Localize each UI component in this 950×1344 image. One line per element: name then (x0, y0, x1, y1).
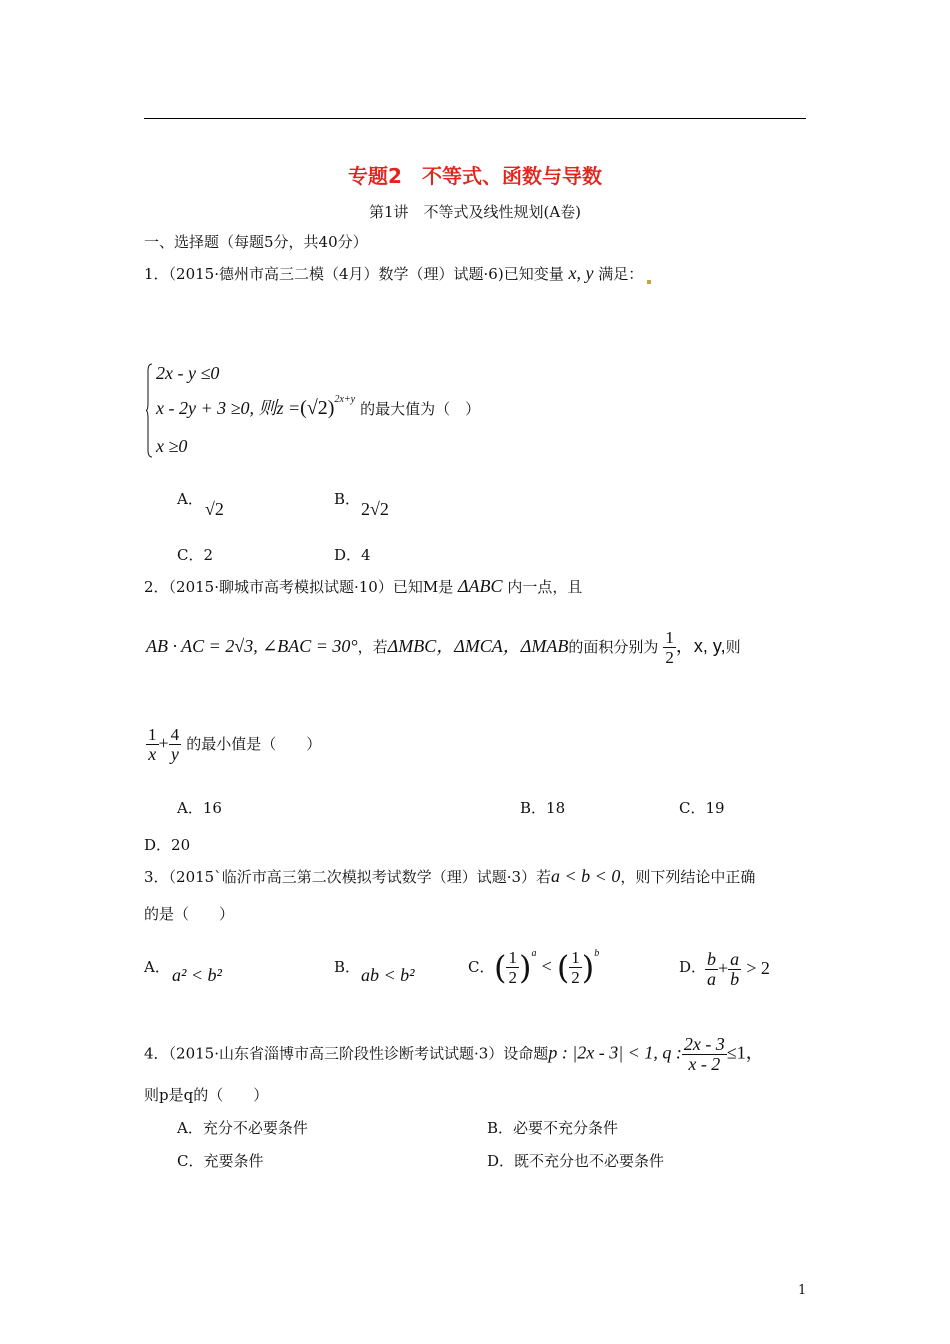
q1-option-a-value: √2 (205, 499, 224, 519)
q2-plus: + (158, 733, 169, 753)
q3-option-a-label: A． (144, 958, 170, 976)
q2-condition-line (146, 628, 741, 667)
q3-stem-end: ，则下列结论中正确 (620, 868, 756, 886)
q1-question-end: 的最大值为（ ） (360, 400, 481, 418)
page-title: 专题2 不等式、函数与导数 (348, 164, 602, 188)
section-heading: 一、选择题（每题5分，共40分） (144, 233, 368, 251)
q1-z: z = (276, 398, 301, 418)
q4-stem (144, 1035, 764, 1074)
q4-p: p : |2x - 3| < 1, q : (548, 1042, 682, 1063)
q3-option-a-value: a² < b² (172, 965, 222, 985)
q1-option-d: D．4 (334, 546, 371, 564)
q2-half-fraction (663, 628, 676, 667)
q1-sqrt2-paren: (√2) (300, 397, 335, 419)
paren-right: ) (518, 948, 532, 987)
paren-left: ( (494, 948, 507, 987)
q2-frac-2-den: y (170, 744, 179, 764)
q1-constraint-2 (156, 394, 480, 420)
q2-option-d: D．20 (144, 836, 191, 854)
q2-xy: ，x, y, (675, 636, 726, 656)
q2-areas-end: 的面积分别为 (568, 638, 659, 656)
q2-stem-text: 2．（2015·聊城市高考模拟试题·10）已知M是 (144, 578, 454, 596)
q1-stem-text: 1．（2015·德州市高三二模（4月）数学（理）试题·6)已知变量 (144, 265, 564, 283)
q1-exponent: 2x+y (334, 394, 356, 405)
q4-frac-den: x - 2 (688, 1054, 721, 1074)
q4-option-b: B．必要不充分条件 (487, 1119, 619, 1137)
q2-then: 则 (725, 638, 741, 656)
q1-stem-end: 满足： (598, 265, 644, 283)
q3-stem-line-2: 的是（ ） (144, 905, 235, 923)
q3-option-d-value: $\frac{b}{a}$ + $\frac{a}{b}$ > 2 (707, 949, 770, 989)
q3-option-c-label: C． (468, 958, 495, 976)
q2-frac-1-den: x (148, 744, 157, 764)
q2-half-den: 2 (665, 648, 674, 667)
q4-tail: ≤1， (726, 1042, 764, 1063)
q3-condition: a < b < 0 (551, 866, 621, 886)
q2-frac-2-num: 4 (170, 725, 180, 744)
page-subtitle: 第1讲 不等式及线性规划(A卷) (368, 203, 582, 221)
q2-frac-1-num: 1 (148, 725, 157, 744)
q2-expression: AB · AC = 2√3, ∠BAC = 30° (146, 636, 358, 656)
q1-constraint-2-text: x - 2y + 3 ≥0, 则 (156, 398, 277, 418)
q1-constraint-1: 2x - y ≤0 (156, 363, 220, 383)
q2-frac-2 (169, 725, 182, 764)
q3-stem-text: 3．（2015`临沂市高三第二次模拟考试数学（理）试题·3）若 (144, 868, 552, 886)
q1-option-b-label: B． (334, 490, 361, 508)
q4-option-d: D．既不充分也不必要条件 (487, 1152, 665, 1170)
q2-half-num: 1 (665, 628, 674, 647)
q3-d-tail: > 2 (746, 958, 770, 978)
paren-right-2: ) (581, 948, 595, 987)
q2-option-c: C．19 (679, 799, 725, 817)
q1-stem (144, 263, 651, 284)
q3-d-frac-1: $\frac{b}{a}$ (707, 949, 716, 989)
q4-fraction (682, 1035, 727, 1074)
q2-frac-1 (146, 725, 159, 764)
q3-option-b-label: B． (334, 958, 361, 976)
q1-option-a-label: A． (177, 490, 203, 508)
header-rule (144, 118, 806, 119)
paren-left-2: ( (556, 948, 570, 987)
page-number: 1 (798, 1283, 807, 1298)
q1-option-b-value: 2√2 (361, 499, 389, 519)
q3-c-frac-2: $\frac{1}{2}$ (571, 948, 580, 987)
q3-c-exp-b: b (594, 948, 600, 959)
q2-min-text: 的最小值是（ ） (186, 735, 322, 753)
q4-option-a: A．充分不必要条件 (177, 1119, 308, 1137)
q2-triangle: ΔABC (457, 576, 503, 596)
q4-option-c: C．充要条件 (177, 1152, 264, 1170)
q1-vars: x, y (568, 263, 594, 283)
q2-option-a: A．16 (177, 799, 222, 817)
bullet-dot (647, 280, 651, 284)
q3-option-c-value (494, 948, 599, 987)
q2-option-b: B．18 (520, 799, 566, 817)
q3-option-d-label: D． (679, 958, 707, 976)
q1-option-c: C．2 (177, 546, 214, 564)
q3-stem (144, 866, 755, 887)
q2-mid-text: ，若 (357, 638, 388, 656)
q2-stem-end: 内一点，且 (507, 578, 583, 596)
q2-areas: ΔMBC，ΔMCA，ΔMAB (387, 636, 569, 656)
q2-min-line (146, 725, 321, 764)
q3-option-b-value: ab < b² (361, 965, 415, 985)
q3-d-frac-2: $\frac{a}{b}$ (730, 949, 740, 989)
q3-c-exp-a: a (531, 948, 537, 959)
q3-c-frac-1: $\frac{1}{2}$ (508, 948, 517, 987)
less-than: < (541, 956, 552, 976)
q4-stem-line-2: 则p是q的（ ） (144, 1086, 269, 1104)
q4-stem-text: 4．（2015·山东省淄博市高三阶段性诊断考试试题·3）设命题 (144, 1044, 549, 1063)
q4-frac-num: 2x - 3 (683, 1034, 725, 1054)
left-brace-icon (146, 363, 152, 458)
q2-stem (144, 576, 806, 597)
q1-constraint-3: x ≥0 (156, 436, 188, 456)
